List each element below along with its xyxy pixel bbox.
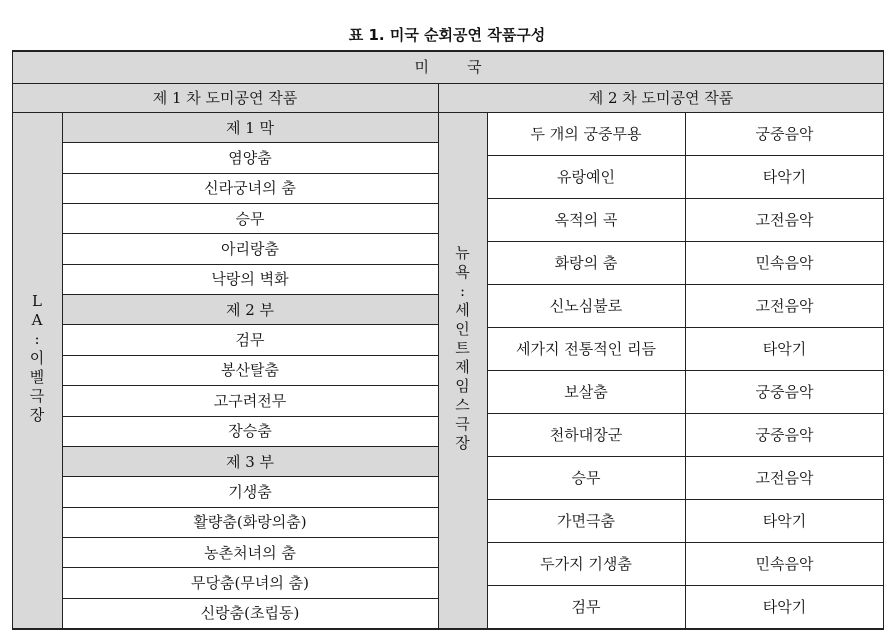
row-divider [62, 446, 438, 447]
table-right-border [883, 50, 884, 630]
second-tour-genre: 타악기 [762, 512, 807, 530]
venue-char: 뉴 [455, 244, 470, 262]
table-bottom-border [12, 628, 884, 630]
ny-venue-label [438, 244, 487, 453]
venue-char: 세 [455, 301, 470, 319]
venue-char: 벨 [29, 368, 45, 386]
second-tour-work: 두 개의 궁중무용 [530, 125, 642, 143]
table-title: 표 1. 미국 순회공연 작품구성 [348, 26, 546, 44]
venue-char: 트 [455, 339, 470, 357]
second-tour-work: 신노심불로 [549, 297, 623, 315]
section-heading: 제 1 막 [225, 118, 275, 137]
row-divider [62, 385, 438, 386]
row-divider [62, 173, 438, 174]
second-tour-genre: 타악기 [762, 598, 807, 616]
section-heading: 제 2 부 [225, 300, 275, 319]
row-divider [62, 203, 438, 204]
second-tour-work: 검무 [571, 598, 601, 616]
second-tour-genre: 궁중음악 [755, 426, 814, 444]
second-tour-work: 두가지 기생춤 [540, 555, 632, 573]
second-tour-work: 보살춤 [564, 383, 608, 401]
venue-char: A [31, 311, 43, 329]
row-divider [62, 567, 438, 568]
first-tour-work: 농촌처녀의 춤 [204, 543, 296, 562]
first-tour-work: 무당춤(무녀의 춤) [191, 573, 309, 592]
second-tour-work: 세가지 전통적인 리듬 [516, 340, 656, 358]
venue-char: : [34, 330, 40, 348]
venue-char: 장 [455, 434, 470, 452]
second-tour-work: 화랑의 춤 [554, 254, 618, 272]
first-tour-work: 신랑춤(초립동) [200, 604, 300, 623]
second-tour-genre: 민속음악 [755, 254, 814, 272]
second-tour-genre: 민속음악 [755, 555, 814, 573]
second-tour-genre: 고전음악 [755, 297, 814, 315]
venue-char: 욕 [455, 263, 470, 281]
country-header: 미 국 [414, 58, 482, 76]
second-tour-genre: 고전음악 [755, 211, 814, 229]
first-tour-work: 고구려전무 [213, 391, 287, 410]
table-top-border [12, 50, 884, 52]
second-tour-work: 승무 [571, 469, 601, 487]
row-divider [62, 355, 438, 356]
first-tour-work: 염양춤 [228, 149, 272, 168]
second-tour-work: 옥적의 곡 [554, 211, 618, 229]
venue-char: 장 [29, 406, 45, 424]
la-venue-label [12, 292, 62, 425]
column-divider [685, 112, 686, 628]
venue-char: 이 [29, 349, 45, 367]
second-tour-work: 천하대장군 [549, 426, 623, 444]
row-divider [62, 416, 438, 417]
second-tour-genre: 타악기 [762, 340, 807, 358]
venue-char: 극 [455, 415, 470, 433]
first-tour-work: 승무 [235, 209, 265, 228]
venue-char: 스 [455, 396, 470, 414]
second-tour-genre: 고전음악 [755, 469, 814, 487]
row-divider [62, 507, 438, 508]
venue-char: 인 [455, 320, 470, 338]
header-bottom-border [12, 112, 884, 113]
second-tour-work: 가면극춤 [557, 512, 615, 530]
first-tour-work: 신라궁녀의 춤 [204, 179, 296, 198]
second-tour-genre: 타악기 [762, 168, 807, 186]
column-divider [438, 83, 439, 628]
table-left-border [12, 50, 13, 630]
first-tour-work: 낙랑의 벽화 [211, 270, 289, 289]
column-divider [62, 112, 63, 628]
first-tour-work: 장승춤 [228, 422, 272, 441]
first-tour-header: 제 1 차 도미공연 작품 [152, 89, 298, 107]
first-tour-work: 봉산탈춤 [221, 361, 279, 380]
row-divider [62, 476, 438, 477]
venue-char: 제 [455, 358, 470, 376]
first-tour-work: 검무 [235, 331, 265, 350]
row-divider [62, 142, 438, 143]
header-divider [12, 83, 884, 84]
section-heading: 제 3 부 [225, 452, 275, 471]
first-tour-work: 활량춤(화랑의춤) [193, 513, 307, 532]
venue-char: 임 [455, 377, 470, 395]
row-divider [62, 264, 438, 265]
second-tour-work: 유랑예인 [557, 168, 615, 186]
first-tour-work: 아리랑춤 [221, 240, 279, 259]
row-divider [62, 324, 438, 325]
second-tour-header: 제 2 차 도미공연 작품 [588, 89, 734, 107]
venue-char: : [459, 282, 466, 300]
venue-char: 극 [29, 387, 45, 405]
row-divider [62, 598, 438, 599]
second-tour-genre: 궁중음악 [755, 383, 814, 401]
row-divider [62, 537, 438, 538]
row-divider [62, 233, 438, 234]
first-tour-work: 기생춤 [228, 482, 272, 501]
column-divider [487, 112, 488, 628]
row-divider [62, 294, 438, 295]
second-tour-genre: 궁중음악 [755, 125, 814, 143]
venue-char: L [32, 292, 42, 310]
